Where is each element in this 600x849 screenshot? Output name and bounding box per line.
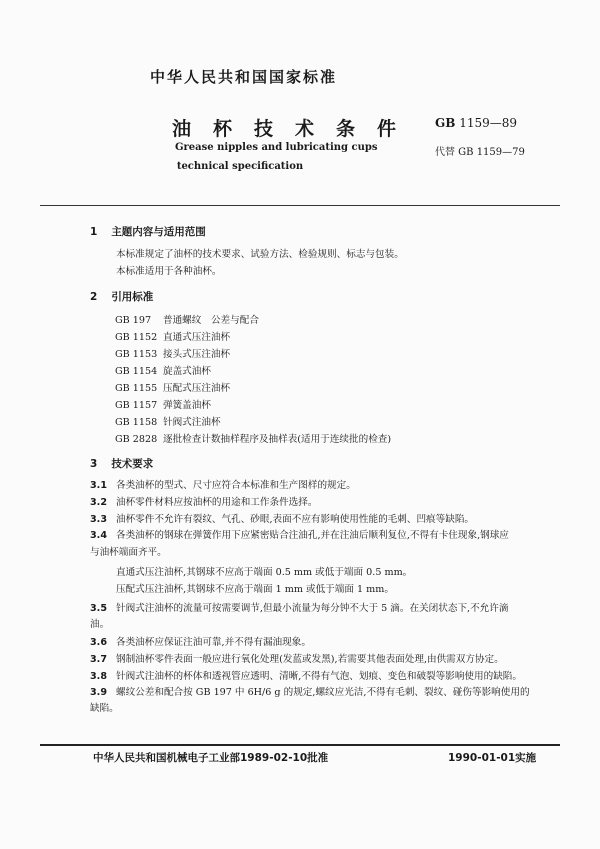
item-text: 螺纹公差和配合按 GB 197 中 6H/6 g 的规定,螺纹应光洁,不得有毛刺、裂纹、碰伤等影响使用的 xyxy=(116,687,530,698)
replaces-note: 代替 GB 1159—79 xyxy=(435,147,525,158)
requirement-item xyxy=(90,477,356,491)
referenced-standard xyxy=(115,363,211,377)
ref-name: 直通式压注油杯 xyxy=(163,332,231,343)
english-title-line2: technical specification xyxy=(176,161,304,172)
national-standard-heading: 中华人民共和国国家标准 xyxy=(150,68,338,86)
requirement-item xyxy=(90,511,474,525)
ref-code: GB 1152 xyxy=(115,332,158,343)
referenced-standard xyxy=(115,431,391,445)
ref-name: 压配式压注油杯 xyxy=(163,383,231,394)
ref-code: GB 2828 xyxy=(115,434,158,445)
item-text: 各类油杯应保证注油可靠,并不得有漏油现象。 xyxy=(116,637,311,648)
referenced-standard xyxy=(115,346,230,360)
item-number: 3.7 xyxy=(90,654,107,665)
standard-prefix: GB xyxy=(435,116,456,130)
footer-divider xyxy=(40,744,560,746)
section-title: 主题内容与适用范围 xyxy=(111,226,206,238)
section-number: 1 xyxy=(90,226,98,238)
standard-number xyxy=(435,116,517,130)
requirement-item xyxy=(90,651,504,665)
document-title: 油杯技术条件 xyxy=(172,118,419,140)
item-number: 3.3 xyxy=(90,514,107,525)
ref-code: GB 1158 xyxy=(115,417,158,428)
item-text: 针阀式注油杯的流量可按需要调节,但最小流量为每分钟不大于 5 滴。在关闭状态下,不允许滴 xyxy=(116,603,509,614)
requirement-item xyxy=(90,527,509,541)
referenced-standard xyxy=(115,312,259,326)
referenced-standard xyxy=(115,414,221,428)
section-number: 2 xyxy=(90,291,98,303)
section-1-heading xyxy=(90,224,220,239)
section-2-heading xyxy=(90,289,167,304)
effective-date: 1990-01-01实施 xyxy=(448,752,537,764)
item-number: 3.2 xyxy=(90,497,107,508)
ref-code: GB 1155 xyxy=(115,383,158,394)
item-continuation: 与油杯端面齐平。 xyxy=(90,547,167,558)
paragraph: 本标准规定了油杯的技术要求、试验方法、检验规则、标志与包装。 xyxy=(116,249,404,260)
ref-name: 逐批检查计数抽样程序及抽样表(适用于连续批的检查) xyxy=(163,434,392,445)
requirement-item xyxy=(90,684,530,698)
ref-code: GB 1154 xyxy=(115,366,158,377)
item-number: 3.9 xyxy=(90,687,107,698)
section-3-heading xyxy=(90,456,167,471)
ref-name: 接头式压注油杯 xyxy=(163,349,231,360)
item-continuation: 油。 xyxy=(90,619,110,630)
ref-name: 普通螺纹 公差与配合 xyxy=(163,315,259,326)
item-number: 3.5 xyxy=(90,603,107,614)
item-text: 各类油杯的钢球在弹簧作用下应紧密贴合注油孔,并在注油后顺利复位,不得有卡住现象,钢球应 xyxy=(116,530,509,541)
header-divider xyxy=(40,205,560,206)
english-title-line1: Grease nipples and lubricating cups xyxy=(175,142,378,153)
requirement-item xyxy=(90,494,317,508)
item-number: 3.4 xyxy=(90,530,107,541)
section-title: 技术要求 xyxy=(111,458,154,470)
referenced-standard xyxy=(115,380,230,394)
referenced-standard xyxy=(115,329,230,343)
sub-paragraph: 直通式压注油杯,其钢球不应高于端面 0.5 mm 或低于端面 0.5 mm。 xyxy=(116,567,413,578)
item-continuation: 缺陷。 xyxy=(90,703,119,714)
item-number: 3.8 xyxy=(90,671,107,682)
paragraph: 本标准适用于各种油杯。 xyxy=(116,266,222,277)
ref-name: 弹簧盖油杯 xyxy=(163,400,211,411)
ref-code: GB 1153 xyxy=(115,349,158,360)
item-number: 3.1 xyxy=(90,480,107,491)
ref-name: 针阀式注油杯 xyxy=(163,417,221,428)
requirement-item xyxy=(90,600,508,614)
standard-code: 1159—89 xyxy=(459,116,518,130)
section-number: 3 xyxy=(90,458,98,470)
item-number: 3.6 xyxy=(90,637,107,648)
sub-paragraph: 压配式压注油杯,其钢球不应高于端面 1 mm 或低于端面 1 mm。 xyxy=(116,584,394,595)
referenced-standard xyxy=(115,397,211,411)
item-text: 针阀式注油杯的杯体和透视管应透明、清晰,不得有气泡、划痕、变色和破裂等影响使用的缺陷。 xyxy=(116,671,522,682)
ref-code: GB 197 xyxy=(115,315,152,326)
requirement-item xyxy=(90,668,522,682)
ref-code: GB 1157 xyxy=(115,400,158,411)
item-text: 钢制油杯零件表面一般应进行氧化处理(发蓝或发黑),若需要其他表面处理,由供需双方协定。 xyxy=(116,654,504,665)
item-text: 油杯零件材料应按油杯的用途和工作条件选择。 xyxy=(116,497,318,508)
requirement-item xyxy=(90,634,311,648)
ref-name: 旋盖式油杯 xyxy=(163,366,211,377)
item-text: 油杯零件不允许有裂纹、气孔、砂眼,表面不应有影响使用性能的毛刺、凹痕等缺陷。 xyxy=(116,514,475,525)
approval-date: 中华人民共和国机械电子工业部1989-02-10批准 xyxy=(93,752,329,764)
section-title: 引用标准 xyxy=(111,291,154,303)
item-text: 各类油杯的型式、尺寸应符合本标准和生产图样的规定。 xyxy=(116,480,356,491)
